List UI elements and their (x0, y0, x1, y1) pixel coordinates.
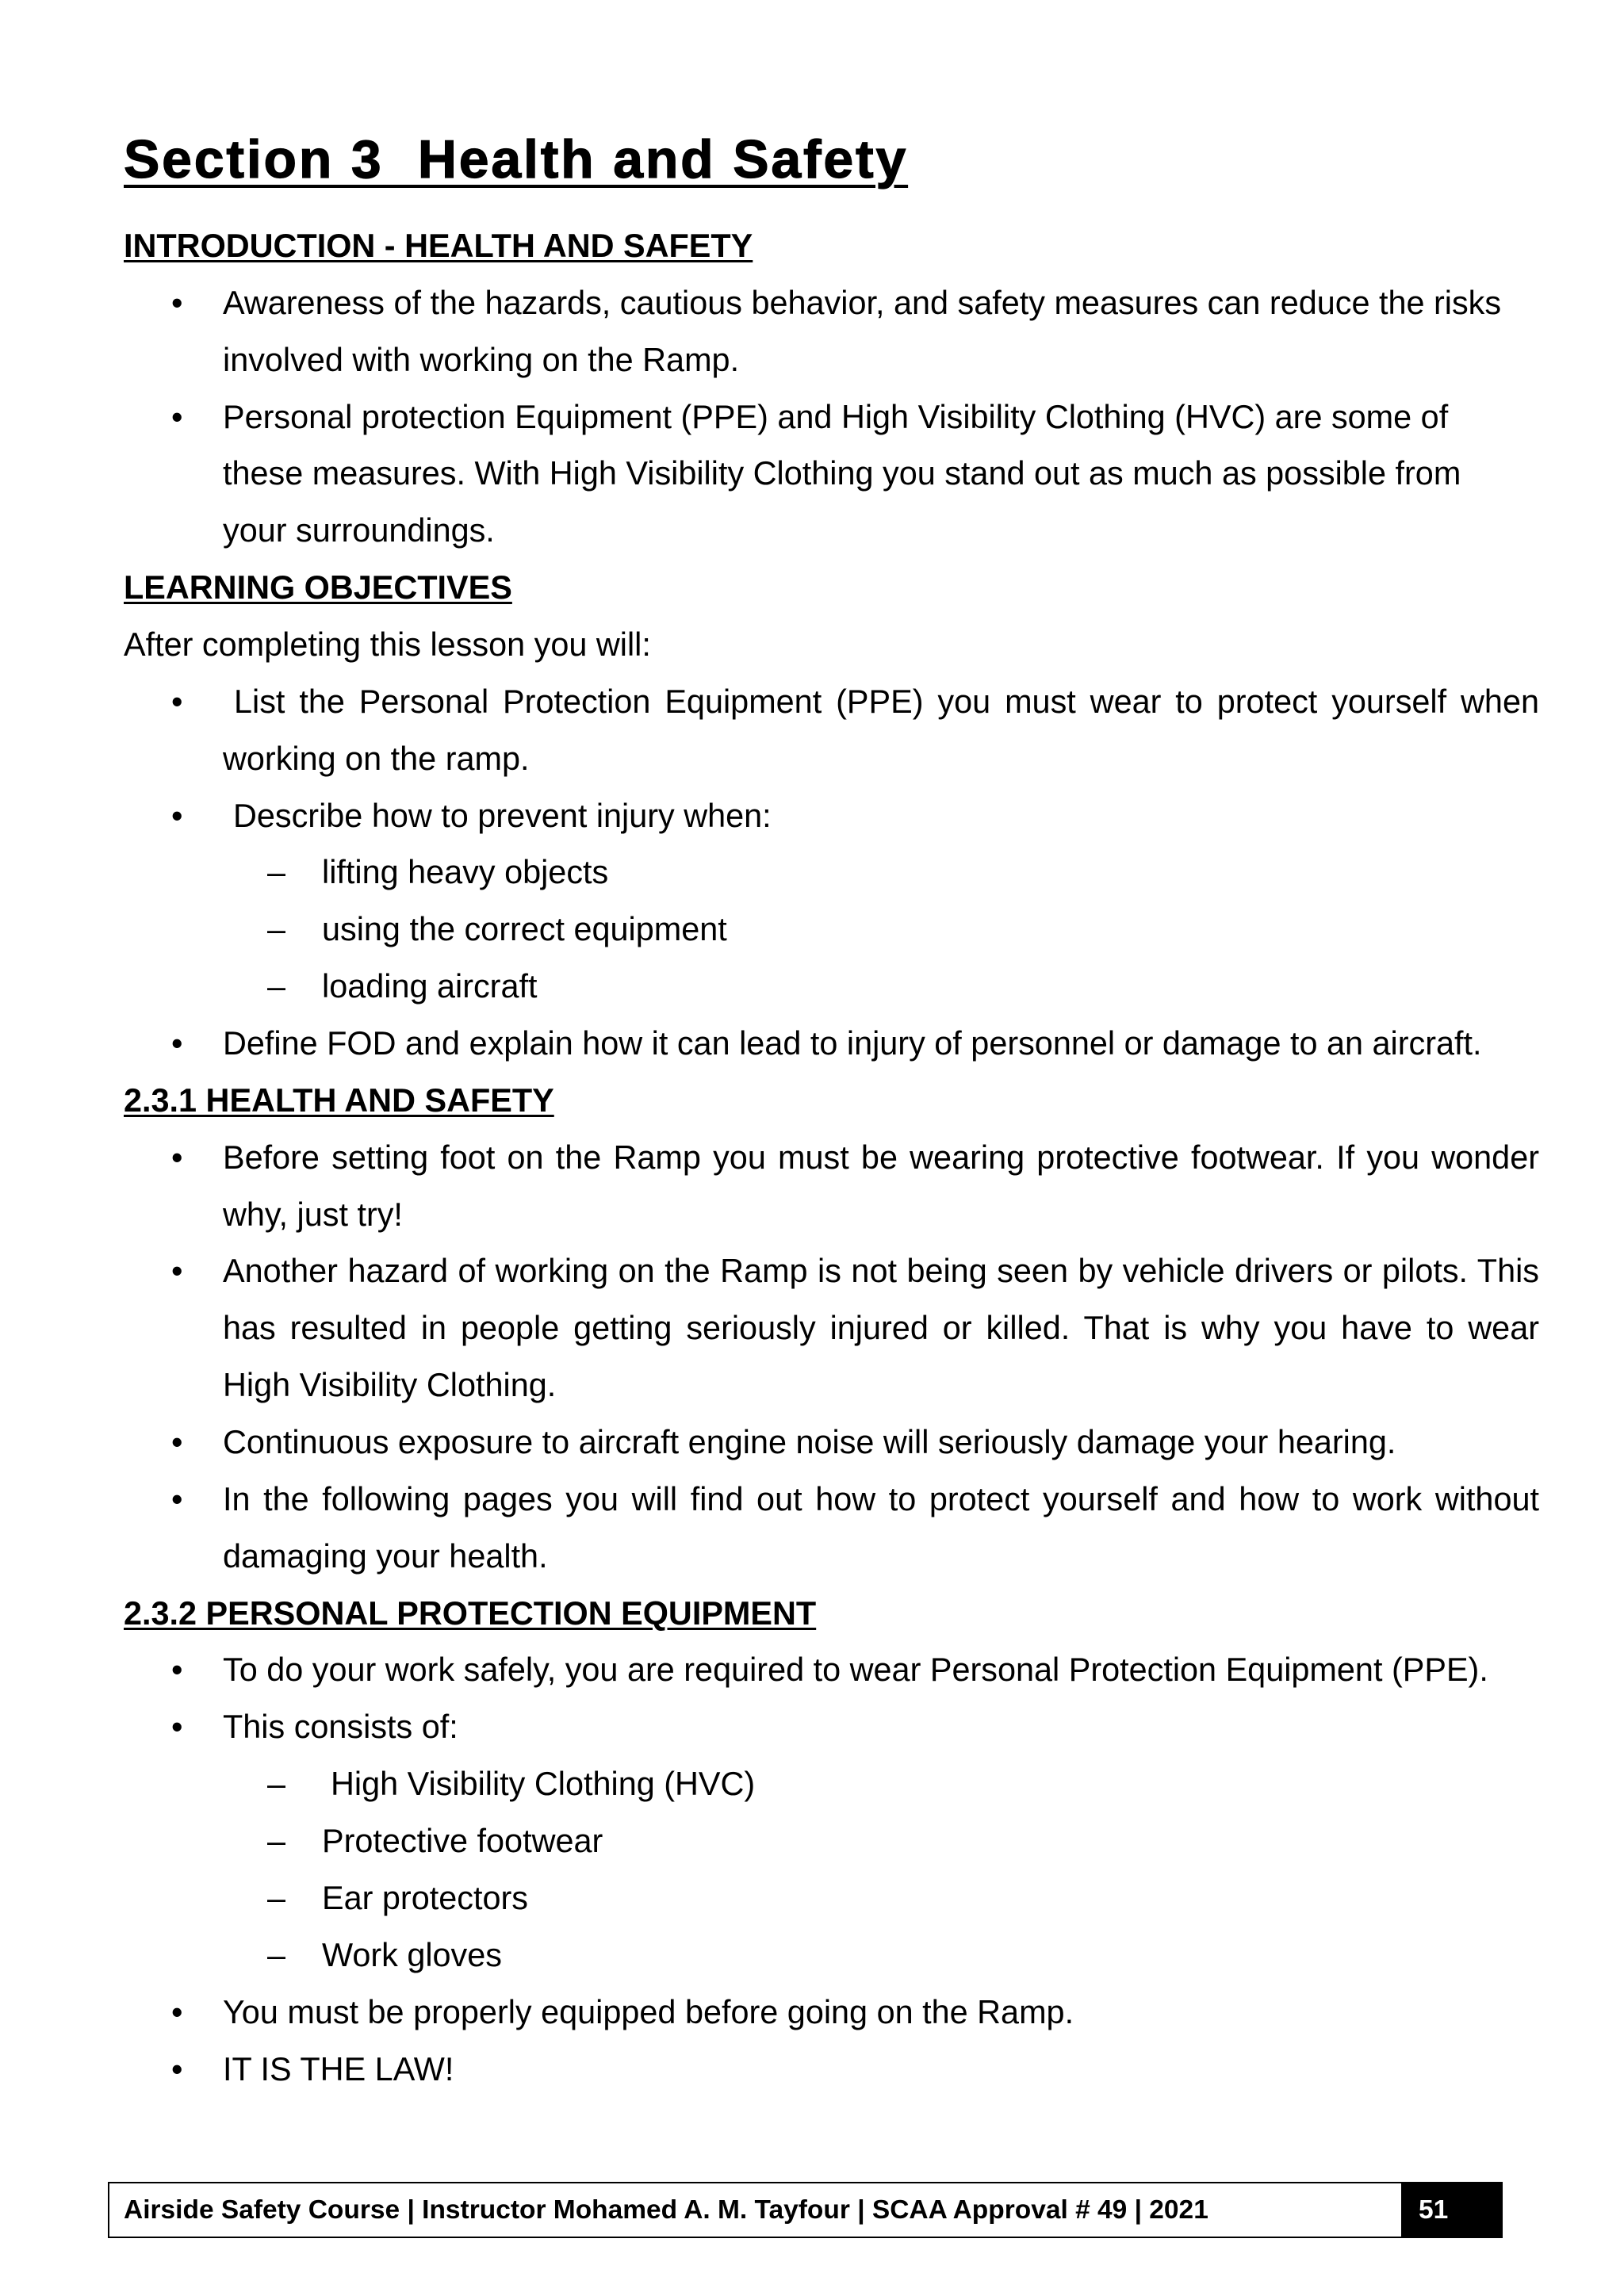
bullet-line (0, 1414, 1624, 1471)
document-body (0, 218, 1624, 2098)
bullet-marker: • (171, 398, 183, 435)
sub-list-item (0, 1813, 1624, 1870)
dash-marker: – (267, 854, 286, 891)
bullet-marker: • (171, 1025, 183, 1062)
section-heading-text: 2.3.1 HEALTH AND SAFETY (124, 1081, 554, 1119)
sub-list-item (0, 1756, 1624, 1813)
bullet-line (0, 1243, 1624, 1300)
bullet-marker: • (171, 1138, 183, 1176)
list-item (0, 788, 1624, 1016)
bullet-marker: • (171, 1480, 183, 1517)
bullet-text: Continuous exposure to aircraft engine noise will seriously damage your hearing. (223, 1424, 1396, 1461)
bullet-marker: • (171, 797, 183, 834)
bullet-line (0, 1642, 1624, 1699)
bullet-text: To do your work safely, you are required to wear Personal Protection Equipment (PPE). (223, 1651, 1488, 1689)
section-heading-text: LEARNING OBJECTIVES (124, 569, 512, 607)
dash-marker: – (267, 968, 286, 1005)
list-item (0, 1642, 1624, 1699)
list-item (0, 275, 1624, 389)
section-heading-personal-protection-equipment (0, 1586, 1624, 1643)
bullet-marker: • (171, 1253, 183, 1290)
sub-item-text: Protective footwear (322, 1823, 603, 1860)
dash-marker: – (267, 1879, 286, 1916)
bullet-continuation (0, 1357, 1624, 1414)
section-heading-learning-objectives (0, 560, 1624, 617)
bullet-line (0, 674, 1624, 731)
sub-list-item (0, 1927, 1624, 1984)
bullet-text: High Visibility Clothing. (223, 1367, 557, 1404)
list-item (0, 1016, 1624, 1073)
list-item (0, 389, 1624, 561)
bullet-line (0, 389, 1624, 446)
bullet-marker: • (171, 284, 183, 321)
dash-marker: – (267, 911, 286, 948)
bullet-text: You must be properly equipped before going on the Ramp. (223, 1993, 1074, 2030)
lead-paragraph (0, 617, 1624, 674)
list-item (0, 1699, 1624, 1984)
sub-item-text: loading aircraft (322, 968, 538, 1005)
bullet-line (0, 2042, 1624, 2099)
sub-item-text: lifting heavy objects (322, 854, 609, 891)
page-number-box (1401, 2182, 1503, 2238)
bullet-continuation (0, 1529, 1624, 1586)
page-title: Section 3 Health and Safety (124, 129, 909, 189)
dash-marker: – (267, 1766, 286, 1803)
bullet-marker: • (171, 683, 183, 720)
bullet-continuation (0, 446, 1624, 503)
dash-marker: – (267, 1936, 286, 1973)
sub-item-text: Ear protectors (322, 1879, 528, 1916)
sub-item-text: High Visibility Clothing (HVC) (331, 1766, 756, 1803)
section-heading-introduction (0, 218, 1624, 275)
bullet-line (0, 788, 1624, 845)
list-item (0, 1984, 1624, 2042)
bullet-marker: • (171, 1651, 183, 1689)
sub-item-text: using the correct equipment (322, 911, 727, 948)
bullet-line (0, 1471, 1624, 1529)
sub-list-item (0, 901, 1624, 959)
list-item (0, 2042, 1624, 2099)
bullet-continuation (0, 503, 1624, 560)
list-item (0, 674, 1624, 788)
bullet-text: has resulted in people getting seriously injured or killed. That is why you have to wear (223, 1310, 1539, 1347)
bullet-continuation (0, 332, 1624, 389)
bullet-text: working on the ramp. (223, 740, 530, 777)
bullet-line (0, 1984, 1624, 2042)
bullet-text: Another hazard of working on the Ramp is not being seen by vehicle drivers or pilots. This (223, 1253, 1539, 1290)
bullet-text: your surroundings. (223, 512, 495, 549)
bullet-text: damaging your health. (223, 1537, 548, 1575)
footer-course-info: Airside Safety Course | Instructor Mohamed A. M. Tayfour | SCAA Approval # 49 | 2021 (124, 2195, 1208, 2225)
list-item (0, 1243, 1624, 1414)
sub-item-text: Work gloves (322, 1936, 502, 1973)
bullet-line (0, 1016, 1624, 1073)
bullet-line (0, 1130, 1624, 1187)
list-item (0, 1414, 1624, 1471)
bullet-text: In the following pages you will find out how to protect yourself and how to work without (223, 1480, 1539, 1517)
bullet-continuation (0, 1300, 1624, 1357)
bullet-marker: • (171, 1993, 183, 2030)
bullet-text: these measures. With High Visibility Clothing you stand out as much as possible from (223, 455, 1461, 492)
list-item (0, 1471, 1624, 1586)
sub-list-item (0, 1870, 1624, 1927)
bullet-text: Before setting foot on the Ramp you must be wearing protective footwear. If you wonder (223, 1138, 1539, 1176)
section-heading-text: INTRODUCTION - HEALTH AND SAFETY (124, 228, 753, 264)
bullet-text: List the Personal Protection Equipment (PPE) you must wear to protect yourself when (234, 683, 1539, 720)
bullet-text: Describe how to prevent injury when: (233, 797, 772, 834)
bullet-marker: • (171, 1424, 183, 1461)
section-heading-text: 2.3.2 PERSONAL PROTECTION EQUIPMENT (124, 1594, 817, 1632)
bullet-text: This consists of: (223, 1709, 458, 1746)
dash-marker: – (267, 1823, 286, 1860)
page-footer (108, 2182, 1503, 2238)
lead-text: After completing this lesson you will: (124, 626, 651, 664)
bullet-text: Define FOD and explain how it can lead to injury of personnel or damage to an aircraft. (223, 1025, 1482, 1062)
section-heading-health-and-safety (0, 1073, 1624, 1130)
list-item (0, 1130, 1624, 1244)
bullet-text: Personal protection Equipment (PPE) and High Visibility Clothing (HVC) are some of (223, 398, 1449, 435)
bullet-marker: • (171, 1709, 183, 1746)
bullet-line (0, 1699, 1624, 1756)
bullet-text: Awareness of the hazards, cautious behavior, and safety measures can reduce the risks (223, 284, 1502, 321)
bullet-continuation (0, 1187, 1624, 1244)
bullet-continuation (0, 731, 1624, 788)
bullet-marker: • (171, 2050, 183, 2087)
bullet-text: involved with working on the Ramp. (223, 341, 740, 378)
bullet-text: IT IS THE LAW! (223, 2050, 454, 2087)
sub-list-item (0, 959, 1624, 1016)
bullet-line (0, 275, 1624, 332)
sub-list-item (0, 844, 1624, 901)
page-number: 51 (1419, 2195, 1449, 2225)
bullet-text: why, just try! (223, 1196, 403, 1233)
